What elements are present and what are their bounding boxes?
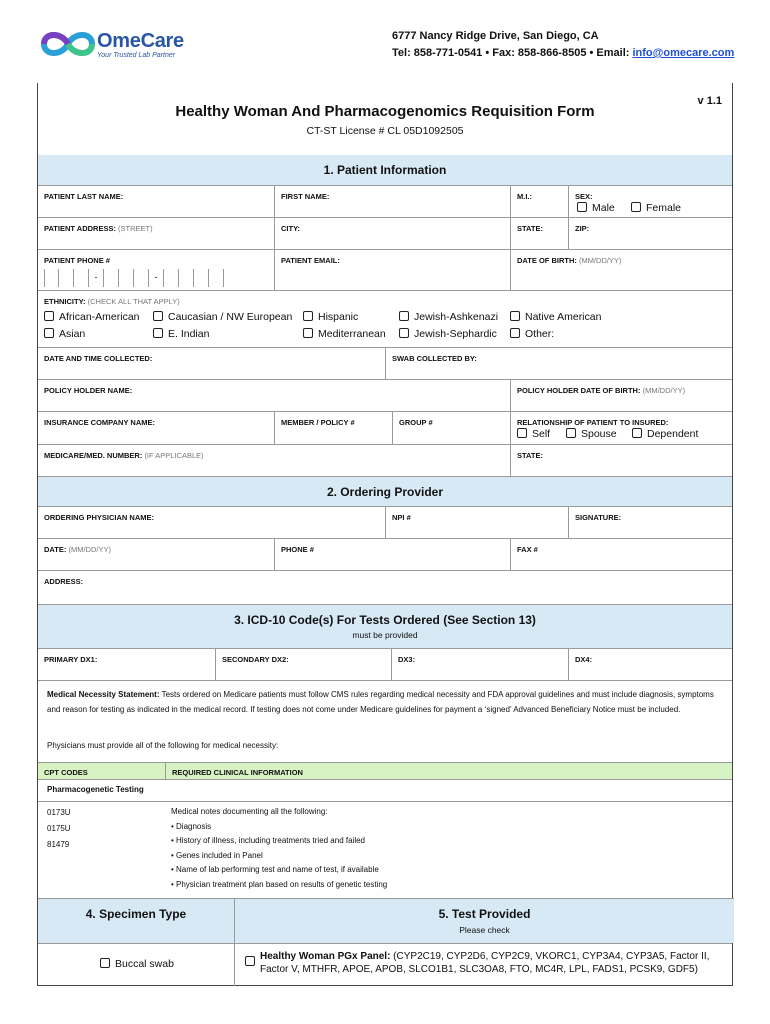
relationship-spouse[interactable]: Spouse (566, 428, 617, 440)
note-item: • Name of lab performing test and name of test, if available (171, 865, 379, 874)
section-icd10-codes (38, 604, 732, 648)
policy-holder-row (38, 379, 732, 411)
secondary-dx2-field[interactable] (215, 649, 391, 680)
relationship-dependent[interactable]: Dependent (632, 428, 698, 440)
ethnicity-mediterranean[interactable]: Mediterranean (303, 328, 386, 340)
field-label: CITY: (281, 224, 301, 233)
note-item: • Genes included in Panel (171, 850, 263, 860)
provider-fax-field[interactable] (510, 539, 734, 570)
field-label: PATIENT EMAIL: (281, 256, 340, 265)
field-label: POLICY HOLDER DATE OF BIRTH: (MM/DD/YY) (517, 386, 686, 395)
field-label: ZIP: (575, 224, 590, 233)
requisition-form (37, 83, 733, 986)
section-subheading: must be provided (352, 630, 418, 640)
section-specimen-type (38, 898, 234, 943)
form-version: v 1.1 (697, 95, 722, 107)
patient-name-row (38, 185, 732, 217)
ethnicity-hispanic[interactable]: Hispanic (303, 311, 358, 323)
provider-phone-field[interactable] (274, 539, 510, 570)
specimen-cell (38, 944, 234, 986)
field-label: FAX # (517, 545, 538, 554)
field-label: PATIENT ADDRESS: (STREET) (44, 224, 153, 233)
city-field[interactable] (274, 218, 510, 249)
relationship-self[interactable]: Self (517, 428, 550, 440)
primary-dx1-field[interactable] (38, 649, 215, 680)
first-name-field[interactable] (274, 186, 510, 217)
swab-collected-by-field[interactable] (385, 348, 734, 379)
field-label: M.I.: (517, 192, 532, 201)
clinical-info-header-cell (165, 763, 734, 779)
healthy-woman-panel-checkbox[interactable] (245, 956, 260, 968)
logo-text: OmeCare (97, 30, 184, 52)
patient-contact-row (38, 249, 732, 290)
section-heading: 1. Patient Information (323, 163, 447, 177)
field-label: MEDICARE/MED. NUMBER: (IF APPLICABLE) (44, 451, 204, 460)
specimen-test-row (38, 943, 732, 986)
section-heading: 4. Specimen Type (85, 907, 187, 921)
note-item: • Diagnosis (171, 821, 212, 831)
section-subheading: Please check (459, 925, 510, 935)
physicians-note: Physicians must provide all of the following for medical necessity: (47, 741, 279, 750)
field-label: NPI # (392, 513, 411, 522)
field-label: PATIENT PHONE # (44, 256, 110, 265)
dx3-field[interactable] (391, 649, 568, 680)
ethnicity-e-indian[interactable]: E. Indian (153, 328, 209, 340)
note-item: • Physician treatment plan based on results of genetic testing (171, 879, 388, 889)
section-ordering-provider (38, 476, 732, 506)
note-item: • History of illness, including treatments tried and failed (171, 836, 366, 845)
field-label: STATE: (517, 451, 543, 460)
medicare-row (38, 444, 732, 476)
field-label: PRIMARY DX1: (44, 655, 98, 664)
option-label: Female (646, 202, 682, 214)
field-label: ADDRESS: (44, 577, 84, 586)
sex-female-option[interactable] (631, 202, 681, 214)
field-label: SECONDARY DX2: (222, 655, 289, 664)
section-heading: 5. Test Provided (438, 907, 531, 921)
field-label: INSURANCE COMPANY NAME: (44, 418, 155, 427)
section-heading: 3. ICD-10 Code(s) For Tests Ordered (See Section 13) (234, 613, 536, 627)
ethnicity-jewish-sephardic[interactable]: Jewish-Sephardic (399, 328, 497, 340)
cpt-code: 0173U (47, 808, 71, 817)
field-label: DATE: (MM/DD/YY) (44, 545, 111, 554)
logo-tagline: Your Trusted Lab Partner (97, 52, 176, 59)
section-heading: 2. Ordering Provider (326, 485, 444, 499)
medicare-number-field[interactable] (38, 445, 510, 476)
collection-row (38, 347, 732, 379)
checkbox[interactable] (631, 202, 641, 212)
clinical-info-header: REQUIRED CLINICAL INFORMATION (172, 768, 303, 777)
provider-address-row (38, 570, 732, 604)
lab-contact (392, 47, 734, 59)
state-field[interactable] (510, 218, 568, 249)
sex-male-option[interactable] (577, 202, 615, 214)
field-label: FIRST NAME: (281, 192, 330, 201)
provider-address-field[interactable] (38, 571, 734, 604)
dx4-field[interactable] (568, 649, 734, 680)
form-title: Healthy Woman And Pharmacogenomics Requisition Form (175, 103, 595, 120)
field-label: ORDERING PHYSICIAN NAME: (44, 513, 155, 522)
notes-title: Medical notes documenting all the following: (171, 807, 328, 816)
zip-field[interactable] (568, 218, 734, 249)
field-label: SWAB COLLECTED BY: (392, 354, 477, 363)
medicare-state-field[interactable] (510, 445, 734, 476)
member-policy-field[interactable] (274, 412, 392, 444)
phone-field[interactable] (38, 250, 274, 290)
email-link[interactable]: info@omecare.com (632, 47, 735, 59)
field-label: RELATIONSHIP OF PATIENT TO INSURED: (517, 418, 669, 427)
cpt-code: 0175U (47, 824, 71, 833)
policy-holder-dob-field[interactable] (510, 380, 734, 411)
provider-contact-row (38, 538, 732, 570)
ethnicity-caucasian[interactable]: Caucasian / NW European (153, 311, 292, 323)
address-field[interactable] (38, 218, 274, 249)
last-name-field[interactable] (38, 186, 274, 217)
signature-field[interactable] (568, 507, 734, 538)
ethnicity-african-american[interactable]: African-American (44, 311, 140, 323)
lab-address: 6777 Nancy Ridge Drive, San Diego, CA (392, 30, 599, 42)
policy-holder-name-field[interactable] (38, 380, 510, 411)
ethnicity-asian[interactable]: Asian (44, 328, 85, 340)
phone-digit-boxes[interactable]: - - (44, 269, 224, 287)
field-label: GROUP # (399, 418, 433, 427)
medical-necessity-statement: Medical Necessity Statement: Tests ordered on Medicare patients must follow CMS rules regarding medical necessity and FDA approval guidelines and must include diagnosis, symptoms and reason for testing as indicated in the medical record. If testing does not come under Medicare guidelines for payment a ‘signed’ Advanced Beneficiary Notice must be included. (47, 690, 714, 714)
field-label: DX3: (398, 655, 416, 664)
insurance-company-field[interactable] (38, 412, 274, 444)
physician-name-field[interactable] (38, 507, 385, 538)
cpt-codes-header: CPT CODES (44, 768, 88, 777)
clinical-notes-list (171, 805, 387, 892)
option-label: Male (592, 202, 615, 214)
email-field[interactable] (274, 250, 510, 290)
ethnicity-row (38, 290, 732, 347)
field-label: STATE: (517, 224, 543, 233)
section-test-provided (234, 898, 734, 943)
mi-field[interactable] (510, 186, 568, 217)
page-header (0, 0, 770, 80)
divider (38, 801, 732, 802)
group-field[interactable] (392, 412, 510, 444)
field-label: DX4: (575, 655, 593, 664)
healthy-woman-panel-label[interactable]: Healthy Woman PGx Panel: (CYP2C19, CYP2D6, CYP2C9, VKORC1, CYP3A4, CYP3A5, Factor II, Factor V, MTHFR, APOE, APOB, SLCO1B1, SLC3OA8, FTO, MC4R, LPL, FADS1, PCSK9, GDF5) (260, 951, 710, 975)
physician-row (38, 506, 732, 538)
insurance-row (38, 411, 732, 444)
ethnicity-jewish-ashkenazi[interactable]: Jewish-Ashkenazi (399, 311, 498, 323)
sex-field (568, 186, 734, 217)
patient-address-row (38, 217, 732, 249)
npi-field[interactable] (385, 507, 568, 538)
provider-date-field[interactable] (38, 539, 274, 570)
field-label: PATIENT LAST NAME: (44, 192, 124, 201)
relationship-field (510, 412, 734, 444)
field-label: MEMBER / POLICY # (281, 418, 355, 427)
contact-numbers: Tel: 858-771-0541 • Fax: 858-866-8505 • Email: (392, 47, 633, 59)
field-label: ETHNICITY: (CHECK ALL THAT APPLY) (44, 297, 180, 306)
buccal-swab-option[interactable]: Buccal swab (100, 958, 174, 970)
pgx-testing-title: Pharmacogenetic Testing (47, 785, 144, 794)
divider (38, 680, 732, 681)
test-cell (234, 944, 734, 986)
cpt-code-list (47, 805, 71, 853)
cpt-table-header (38, 762, 732, 780)
field-label: SIGNATURE: (575, 513, 622, 522)
collected-date-field[interactable] (38, 348, 385, 379)
field-label: DATE AND TIME COLLECTED: (44, 354, 153, 363)
field-label: DATE OF BIRTH: (MM/DD/YY) (517, 256, 622, 265)
dob-field[interactable] (510, 250, 734, 290)
checkbox[interactable] (577, 202, 587, 212)
ethnicity-other[interactable]: Other: (510, 328, 554, 340)
license-number: CT-ST License # CL 05D1092505 (306, 125, 464, 137)
field-label: PHONE # (281, 545, 314, 554)
field-label: POLICY HOLDER NAME: (44, 386, 133, 395)
cpt-code: 81479 (47, 840, 70, 849)
field-label: SEX: (575, 192, 593, 201)
diagnosis-row (38, 648, 732, 680)
section-patient-information (38, 155, 732, 185)
ethnicity-native-american[interactable]: Native American (510, 311, 601, 323)
